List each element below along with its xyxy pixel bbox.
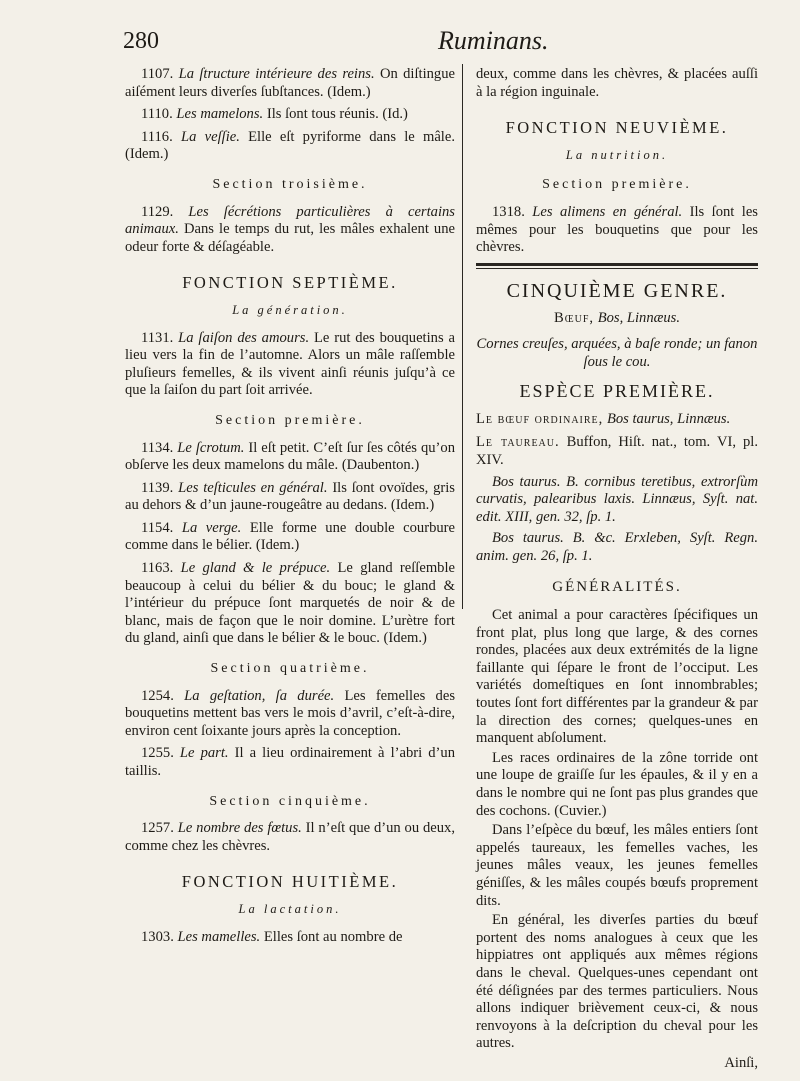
entry [125,929,455,947]
entry-title: La verge. [181,519,242,536]
fonction-subtitle: La nutrition. [565,147,669,162]
genre-name-latin: Bos, Linnæus. [597,310,681,327]
entry-title: La ſtructure intérieure des reins. [178,66,375,82]
entry-title: Les mamelons. [176,106,264,123]
entry-number: 1318. [492,203,525,220]
fonction-subtitle: La génération. [232,302,348,317]
entry-text: Le rut des bouquetins a lieu vers la fin de l’automne. Alors un mâle raſſemble pluſieurs femelles, & ils vivent ainſi réunis juſqu’à ce que la ſaiſon du part ſoit arrivée. [125,329,455,399]
species-name-caps: Le bœuf ordinaire, [476,410,604,427]
entry-text: Dans le temps du rut, les mâles exhalent une odeur forte & déſagéable. [125,221,456,255]
entry-title: La veſſie. [181,128,240,145]
entry-text: Elle eſt pyriforme dans le mâle. (Idem.) [125,128,455,163]
entry-number: 1131. [141,329,174,346]
entry-title: Le part. [179,745,229,762]
fonction-subtitle: La lactation. [238,901,342,916]
entry-title: Le nombre des fœtus. [177,820,302,837]
entry [125,688,455,741]
entry-text: Il a lieu ordinairement à l’abri d’un taillis. [125,745,456,779]
entry-number: 1134. [141,439,174,456]
fonction-heading: FONCTION SEPTIÈME. [182,273,398,293]
entry [125,66,455,101]
entry-title: Les teſticules en général. [178,479,328,496]
synonym-erxleben: Bos taurus. B. &c. Erxleben, Syſt. Regn. anim. gen. 26, ſp. 1. [476,530,758,564]
entry-text: On diſtingue aiſément leurs diverſes ſubſtances. (Idem.) [125,66,455,100]
espece-heading: ESPÈCE PREMIÈRE. [519,381,715,402]
entry-number: 1154. [141,519,174,536]
paragraph: Les races ordinaires de la zône torride ont une loupe de graiſſe ſur les épaules, & il y en a dans le nombre qui ne ſont pas plus grandes que des cochons. (Cuvier.) [476,749,758,819]
entry-number: 1110. [141,106,173,123]
page-header [70,18,740,58]
fonction-heading: FONCTION NEUVIÈME. [505,118,729,138]
entry-number: 1129. [141,203,174,220]
right-column [476,66,758,1073]
catchword: Ainſi, [724,1054,758,1071]
entry-number: 1303. [141,928,174,945]
entry-number: 1116. [141,128,173,145]
genre-name-caps: Bœuf, [553,310,595,327]
entry-text: Il n’eſt que d’un ou deux, comme chez les chèvres. [125,820,455,854]
section-heading: Section quatrième. [210,661,370,677]
continued-text: deux, comme dans les chèvres, & placées auſſi à la région inguinale. [476,66,758,100]
paragraph: En général, les diverſes parties du bœuf portent des noms analogues à ceux que les hippiatres ont appliqués aux mêmes régions dans le cheval. Quelques-unes cependant ont été déſignées par des termes particuliers. Nous allons indiquer brièvement ceux-ci, & nous renvoyons à la deſcription du cheval pour les autres. [476,912,758,1052]
entry-text: Elles ſont au nombre de [263,928,403,945]
entry-number: 1254. [141,687,174,704]
entry [125,106,455,124]
entry [125,820,455,855]
entry [125,560,455,648]
fonction-heading: FONCTION HUITIÈME. [181,872,399,892]
entry-text: Ils ſont tous réunis. (Id.) [266,106,408,123]
genre-description: Cornes creuſes, arquées, à baſe ronde; un fanon ſous le cou. [476,335,758,370]
species-name-latin: Bos taurus, Linnæus. [606,410,731,427]
genre-heading: CINQUIÈME GENRE. [506,279,728,302]
entry-title: La ſaiſon des amours. [178,329,310,346]
generalites-heading: GÉNÉRALITÉS. [552,579,682,596]
entry-title: La geſtation, ſa durée. [184,687,335,704]
taureau-caps: Le taureau. [476,434,560,451]
column-rule [462,64,463,609]
entry-text: Elle forme une double courbure comme dans le bélier. (Idem.) [125,519,456,554]
paragraph: Cet animal a pour caractères ſpécifiques un front plat, plus long que large, & des cornes rondes, placées aux deux extrémités de la ligne faillante qui ſépare le front de l’occiput. Les variétés domeſtiques en ſont innombrables; toutes ſont fort différentes par la grandeur & par la direction des cornes; quelques-unes en manquent abſolument. [476,607,758,747]
entry-text: Le gland reſſemble beaucoup à celui du bélier & du bouc; le gland & l’intérieur du prépuce ſont marquetés de noir & de blanc, mais de façon que le noir domine. L’urètre fort du gland, ainſi que dans le bélier & le bouc. (Idem.) [125,560,456,647]
entry-number: 1163. [141,560,174,577]
entry [125,480,455,515]
entry-text: Ils ſont ovoïdes, gris au dehors & d’un jaune-rougeâtre au dedans. (Idem.) [125,479,455,514]
entry-number: 1107. [141,66,174,82]
synonym-linnaeus: Bos taurus. B. cornibus teretibus, extrorſùm curvatis, palearibus laxis. Linnæus, Syſt. nat. edit. XIII, gen. 32, ſp. 1. [476,473,758,525]
taureau-ref [476,434,758,469]
entry-text: Les femelles des bouquetins mettent bas vers le mois d’avril, c’eſt-à-dire, environ cent ſoixante jours après la conception. [125,687,455,739]
genre-name [476,310,758,328]
entry-title: Le ſcrotum. [177,439,245,456]
entry [476,204,758,257]
entry [125,204,455,257]
left-column [125,66,455,951]
entry-title: Le gland & le prépuce. [180,560,331,577]
double-rule [476,263,758,269]
entry-title: Les mamelles. [177,928,261,945]
species-name [476,411,758,429]
entry-number: 1257. [141,820,174,837]
entry [125,129,455,164]
entry-title: Les ſécrétions particulières à certains animaux. [125,203,455,238]
entry-text: Ils ſont les mêmes pour les bouquetins que pour les chèvres. [476,203,758,256]
entry [125,745,455,780]
section-heading: Section première. [542,177,692,193]
running-title: Ruminans. [438,26,549,55]
entry [125,440,455,475]
section-heading: Section troisième. [212,176,368,192]
entry [125,330,455,400]
paragraph: Dans l’eſpèce du bœuf, les mâles entiers ſont appelés taureaux, les femelles vaches, les jeunes mâles veaux, les jeunes femelles géniſſes, & les mâles coupés bœufs proprement dits. [476,822,758,909]
section-heading: Section cinquième. [209,793,371,809]
taureau-citation: Buffon, Hiſt. nat., tom. VI, pl. XIV. [476,434,758,468]
entry [125,520,455,555]
entry-text: Il eſt petit. C’eſt ſur ſes côtés qu’on obſerve les deux mamelons du mâle. (Daubenton.) [125,439,456,474]
entry-title: Les alimens en général. [532,203,683,220]
entry-number: 1255. [141,745,174,762]
section-heading: Section première. [215,412,365,428]
page-number: 280 [123,28,159,54]
entry-number: 1139. [141,479,174,496]
